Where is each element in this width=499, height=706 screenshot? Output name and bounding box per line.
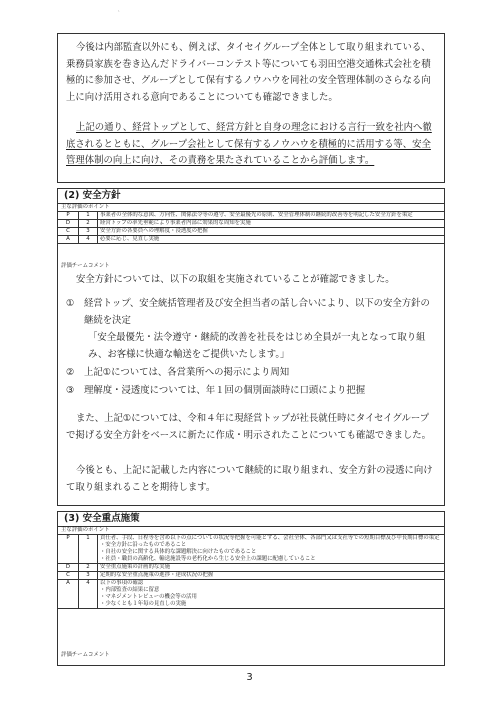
page-number: 3 <box>246 672 253 683</box>
policy-intro: 安全方針については、以下の取組を実施されていることが確認できました。 <box>76 274 395 285</box>
list-item <box>66 296 436 329</box>
section-title: (3) 安全重点施策 <box>58 512 444 527</box>
point-text: 必要に応じ、見直し実施 <box>98 236 445 244</box>
number-cell: 4 <box>79 236 98 244</box>
list-item <box>66 383 436 400</box>
point-line: ・少なくとも１年毎の見直しの実施 <box>100 601 187 607</box>
number-cell: 1 <box>79 212 98 220</box>
number-cell: 3 <box>79 572 98 580</box>
table-row <box>58 236 444 244</box>
paragraph-policy-creation: また、上記①については、令和４年に現経営トップが社長就任時にタイセイグループで掲げる安全方針をベースに新たに作成・明示されたことについても確認できました。 <box>66 413 431 441</box>
points-label: 主な評価のポイント <box>58 203 444 212</box>
point-line: ・自社の安全に関する具体的な課題解決に向けたものであること <box>100 549 257 555</box>
table-row <box>58 535 444 564</box>
item-marker: ③ <box>66 385 75 396</box>
list-item <box>66 365 436 382</box>
section-safety-policy <box>57 188 445 506</box>
grade-cell: A <box>58 580 79 609</box>
paragraph-expectation: 今後とも、上記に記載した内容について継続的に取り組まれ、安全方針の浸透に向けて取り組まれることを期待します。 <box>66 465 433 493</box>
points-label: 主な評価のポイント <box>58 526 444 535</box>
number-cell: 2 <box>79 220 98 228</box>
point-text: 経営トップの率先垂範により事業者内部に効果的な周知を実施 <box>98 220 445 228</box>
table-row <box>58 212 444 220</box>
item-marker: ① <box>66 298 75 309</box>
number-cell: 1 <box>79 535 98 564</box>
number-cell: 2 <box>79 564 98 572</box>
point-text <box>98 572 445 580</box>
paragraph-evaluation-summary: 上記の通り、経営トップとして、経営方針と自身の理念における言行一致を社内へ徹底されるとともに、グループ会社として保有するノウハウを積極的に活用する等、安全管理体制の向上に向け、その責務を果たされていることから評価します。 <box>66 122 432 167</box>
section-title: (2) 安全方針 <box>58 189 444 204</box>
table-row <box>58 220 444 228</box>
item-text: 上記①については、各営業所への掲示により周知 <box>84 367 290 378</box>
grade-cell: C <box>58 228 79 236</box>
table-row <box>58 572 444 580</box>
grade-cell: D <box>58 564 79 572</box>
point-line: ・マネジメントレビューの機会等の活用 <box>100 594 197 600</box>
number-cell: 4 <box>79 580 98 609</box>
grade-cell: P <box>58 212 79 220</box>
point-line: 以下の事項の確認 <box>100 580 144 586</box>
paragraph-internal-audit: 今後は内部監査以外にも、例えば、タイセイグループ全体として取り組まれている、乗務員家族を巻き込んだドライバーコンテスト等についても羽田空港交通株式会社を積極的に参加させ、グループとして保有するノウハウを同社の安全管理体制のさらなる向上に向け活用される意向であることについても確認できました。 <box>66 42 431 103</box>
point-line: ・内部監査の結果に留意 <box>100 587 160 593</box>
item-text: 経営トップ、安全統括管理者及び安全担当者の話し合いにより、以下の安全方針の継続を決定 <box>84 298 430 326</box>
point-line: 貢任者、手段、日程等を含め以下の点についての状況等把握を可能とする、会社全体、各部門又は支社等での短期目標及び中長期目標の策定 <box>100 535 440 541</box>
grade-cell: C <box>58 572 79 580</box>
team-comment-label: 評価チームコメント <box>61 263 110 269</box>
number-cell: 3 <box>79 228 98 236</box>
point-line: 定期的な安全重点施策の進捗・達成状況の把握 <box>100 572 214 578</box>
evaluation-block-1 <box>57 33 445 183</box>
table-row <box>58 580 444 609</box>
point-line: ・社員・職員の高齢化、輸送施設等の老朽化から生じる安全上の課題に配慮していること <box>100 556 316 562</box>
grade-cell: P <box>58 535 79 564</box>
point-text: 事業者の全体的な意図、方向性、関係法令等の遵守、安全最優先の原則、安全管理体制の継続的改善等を明記した安全方針を策定 <box>98 212 445 220</box>
point-text <box>98 580 445 609</box>
grade-cell: D <box>58 220 79 228</box>
evaluation-points-table <box>58 212 444 244</box>
grade-cell: A <box>58 236 79 244</box>
stray-mark: 、 <box>118 7 122 12</box>
point-text <box>98 535 445 564</box>
policy-quote: 「安全最優先・法令遵守・継続的改善を社長をはじめ全員が一丸となって取り組み、お客様に快適な輸送をご提供いたします。」 <box>88 332 426 360</box>
table-row <box>58 228 444 236</box>
point-text: 安全方針の各要員への理解度・浸透度の把握 <box>98 228 445 236</box>
item-marker: ② <box>66 367 75 378</box>
section-safety-measures <box>57 511 445 666</box>
item-text: 理解度・浸透度については、年１回の個別面談時に口頭により把握 <box>84 385 366 396</box>
point-line: ・安全方針に沿ったものであること <box>100 542 187 548</box>
point-text <box>98 564 445 572</box>
team-comment-label: 評価チームコメント <box>61 652 110 658</box>
evaluation-points-table <box>58 535 444 609</box>
table-row <box>58 564 444 572</box>
point-line: 安全重点施策の計画的な実施 <box>100 564 171 570</box>
